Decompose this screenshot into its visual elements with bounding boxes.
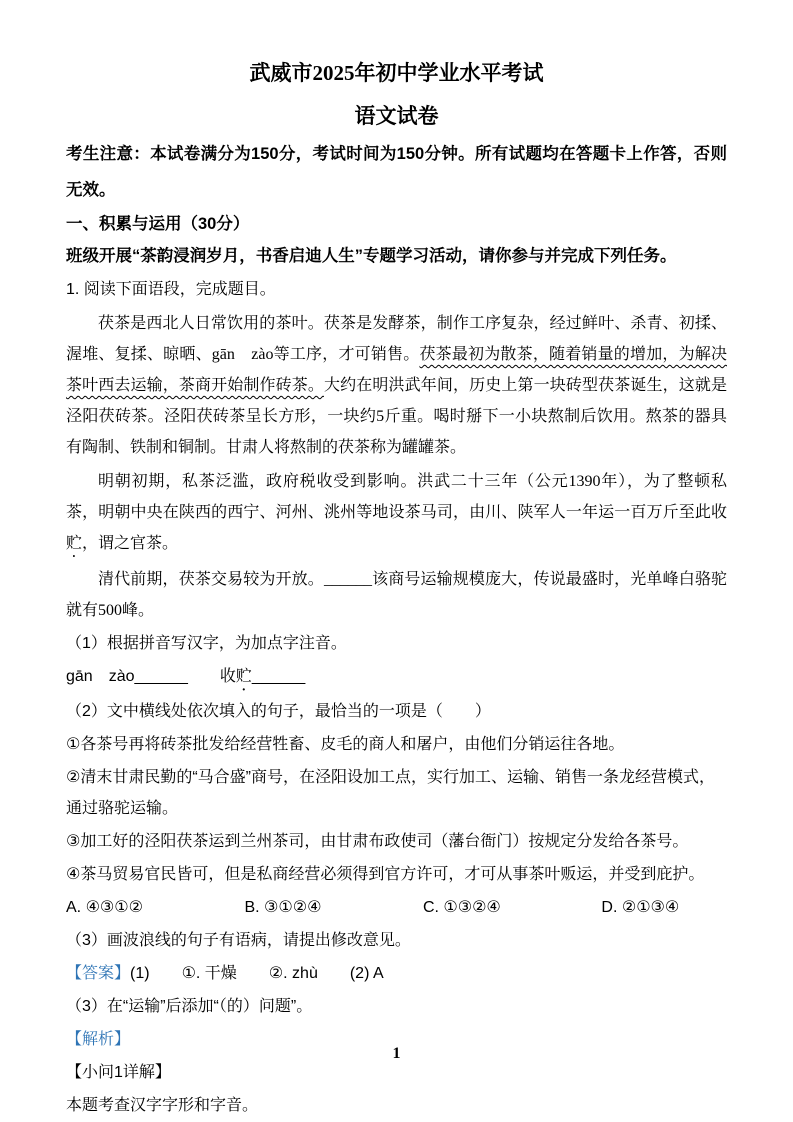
analysis-text: 本题考查汉字字形和字音。 — [66, 1097, 259, 1114]
analysis-label: 【解析】 — [66, 1031, 131, 1048]
ordered-sentence-3: ③加工好的泾阳茯茶运到兰州茶司，由甘肃布政使司（藩台衙门）按规定分发给各茶号。 — [66, 833, 689, 850]
option-a: A. ④③①② — [66, 899, 143, 916]
choice-options-row — [66, 892, 727, 923]
option-d: D. ②①③④ — [601, 899, 680, 916]
passage-text: 茯茶是西北人日常饮用的茶叶。茯茶是发酵茶，制作工序复杂，经过鲜叶、杀青、初揉、渥堆、复揉、晾晒、gān zào等工序，才可销售。 — [66, 315, 727, 363]
sub-question-3-stem: （3）画波浪线的句子有语病，请提出修改意见。 — [66, 932, 411, 949]
passage-text: 明朝初期，私茶泛滥，政府税收受到影响。洪武二十三年（公元1390年），为了整顿私茶，明朝中央在陕西的西宁、河州、洮州等地设茶马司，由川、陕军人一年运一百万斤至此收 — [66, 473, 727, 521]
sub-question-1-stem: （1）根据拼音写汉字，为加点字注音。 — [66, 635, 347, 652]
pinyin-answer-line — [66, 661, 727, 694]
question-1-stem: 1. 阅读下面语段，完成题目。 — [66, 281, 276, 298]
ordered-sentence-4: ④茶马贸易官民皆可，但是私商经营必须得到官方许可，才可从事茶叶贩运，并受到庇护。 — [66, 866, 705, 883]
pinyin-text: gān zào — [66, 668, 135, 685]
ordered-sentence-1: ①各茶号再将砖茶批发给经营牲畜、皮毛的商人和屠户，由他们分销运往各地。 — [66, 736, 625, 753]
section-heading: 一、积累与运用（30分） — [66, 215, 250, 233]
answer-blank-2: ______ — [251, 668, 306, 685]
passage-text: ，谓之官茶。 — [82, 535, 179, 552]
answer-blank-1: ______ — [134, 668, 188, 685]
answer-label: 【答案】 — [66, 965, 131, 982]
page-title: 武威市2025年初中学业水平考试 — [249, 61, 544, 85]
answer-content: (1) ①. 干燥 ②. zhù (2) A — [130, 965, 384, 982]
option-c: C. ①③②④ — [422, 899, 501, 916]
page-number: 1 — [392, 1045, 401, 1062]
dot-emphasized-char: 贮 — [235, 668, 252, 685]
pinyin-text: 收 — [187, 668, 236, 685]
paper-subtitle: 语文试卷 — [354, 104, 439, 128]
examinee-notice: 考生注意：本试卷满分为150分，考试时间为150分钟。所有试题均在答题卡上作答，否则无效。 — [66, 145, 727, 199]
passage-text: 大约在明洪武年间，历史上第一块砖型茯茶诞生，这就是泾阳茯砖茶。泾阳茯砖茶呈长方形，一块约5斤重。喝时掰下一小块熬制后饮用。熬茶的器具有陶制、铁制和铜制。甘肃人将熬制的茯茶称为罐罐茶。 — [66, 377, 727, 456]
sub-question-2-stem: （2）文中横线处依次填入的句子，最恰当的一项是（ ） — [66, 703, 491, 720]
passage-paragraph-1 — [66, 308, 727, 463]
ordered-sentence-2: ②清末甘肃民勤的“马合盛”商号，在泾阳设加工点，实行加工、运输、销售一条龙经营模式，通过骆驼运输。 — [66, 769, 716, 817]
passage-paragraph-3: 清代前期，茯茶交易较为开放。______该商号运输规模庞大，传说最盛时，光单峰白骆驼就有500峰。 — [66, 571, 727, 619]
wavy-underlined-sentence: 茯茶最初为散茶，随着销量的增加，为解决茶叶西去运输，茶商开始制作砖茶。 — [66, 346, 727, 394]
answer-line-1 — [66, 958, 727, 989]
section-intro: 班级开展“茶韵浸润岁月，书香启迪人生”专题学习活动，请你参与并完成下列任务。 — [66, 247, 677, 265]
analysis-sub-label: 【小问1详解】 — [66, 1064, 171, 1081]
answer-line-2: （3）在“运输”后添加“（的）问题”。 — [66, 998, 313, 1015]
passage-paragraph-2 — [66, 466, 727, 561]
dot-emphasized-char: 贮 — [66, 535, 83, 552]
option-b: B. ③①②④ — [244, 899, 322, 916]
